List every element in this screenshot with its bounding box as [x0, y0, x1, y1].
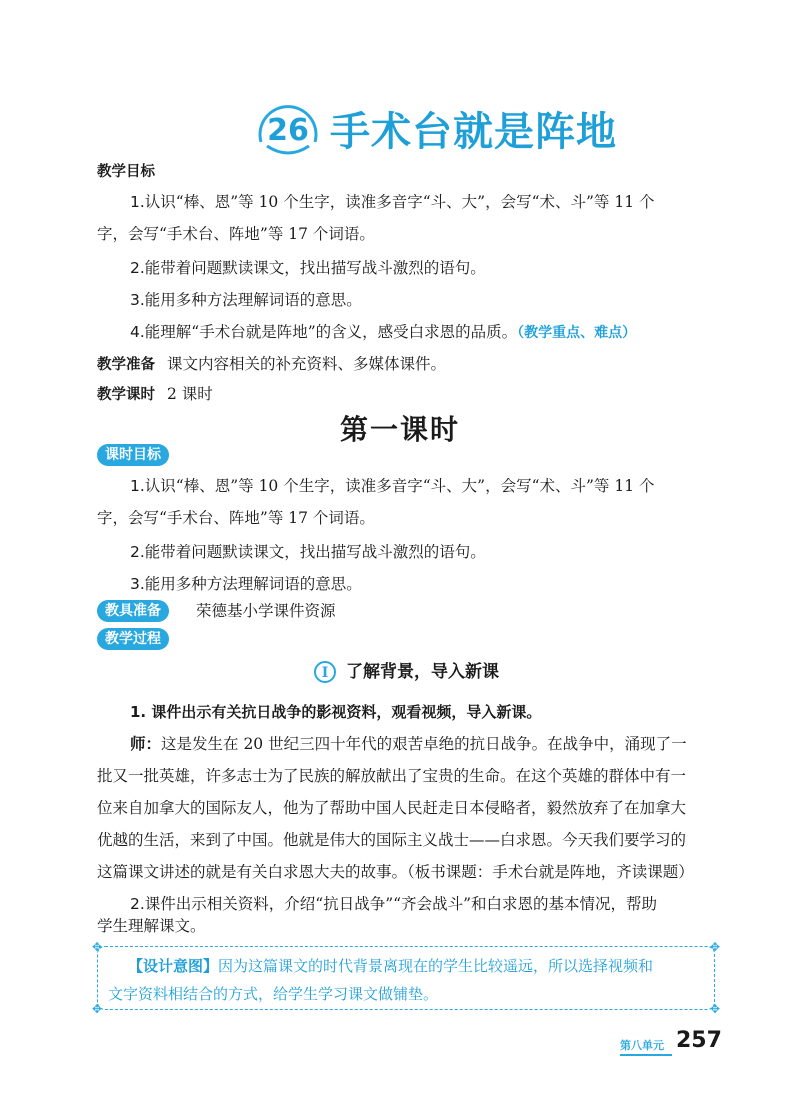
tools-label: 教具准备 [97, 600, 169, 622]
teacher-line-1 [130, 732, 687, 756]
corner-ornament-icon: ✥ [709, 940, 720, 954]
lesson-number-badge-icon [253, 96, 323, 160]
step-2 [130, 892, 657, 916]
goal-text: 认识“棒、恩”等 10 个生字，读准多音字“斗、大”，会写“术、斗”等 11 个 [144, 477, 655, 495]
teacher-line-5: 这篇课文讲述的就是有关白求恩大夫的故事。（板书课题：手术台就是阵地，齐读课题） [97, 863, 694, 881]
goal-num: 1. [130, 193, 145, 211]
unit-label: 第八单元 [620, 1039, 664, 1052]
lesson-goal-3 [130, 572, 362, 596]
goal-num: 2. [130, 543, 145, 561]
goal-text: 认识“棒、恩”等 10 个生字，读准多音字“斗、大”，会写“术、斗”等 11 个 [144, 193, 655, 211]
design-text: 因为这篇课文的时代背景离现在的学生比较遥远，所以选择视频和 [218, 957, 654, 975]
footer-divider [620, 1054, 672, 1056]
tools-text: 荣德基小学课件资源 [196, 602, 336, 620]
lesson-header [0, 96, 800, 166]
corner-ornament-icon: ✥ [709, 1002, 720, 1016]
goal-item-4 [130, 320, 636, 345]
goal-text: 能理解“手术台就是阵地”的含义，感受白求恩的品质。 [144, 323, 518, 341]
teacher-line-2: 批又一批英雄，许多志士为了民族的解放献出了宝贵的生命。在这个英雄的群体中有一 [97, 767, 687, 785]
prep-heading: 教学准备 [97, 357, 155, 373]
goal-num: 1. [130, 477, 145, 495]
section-numeral-icon: I [314, 661, 336, 683]
lesson-title: 手术台就是阵地 [330, 109, 617, 155]
process-label: 教学过程 [97, 628, 169, 650]
teacher-line-4: 优越的生活，来到了中国。他就是伟大的国际主义战士——白求恩。今天我们要学习的 [97, 831, 687, 849]
goal-text: 能用多种方法理解词语的意思。 [144, 575, 362, 593]
lesson-one-title: 第一课时 [339, 413, 460, 446]
goal-text: 能带着问题默读课文，找出描写战斗激烈的语句。 [144, 259, 486, 277]
section-title: 了解背景，导入新课 [346, 662, 499, 682]
goals-heading: 教学目标 [97, 164, 155, 180]
lesson-number: 26 [267, 113, 309, 148]
page-number: 257 [676, 1028, 722, 1053]
hours-text: 2 课时 [167, 385, 213, 403]
hours-heading: 教学课时 [97, 387, 155, 403]
goal-item-3 [130, 288, 362, 312]
goal-item-1 [130, 190, 655, 214]
goal-item-2 [130, 256, 486, 280]
lesson-goal-1 [130, 474, 655, 498]
goal-num: 4. [130, 323, 145, 341]
teacher-text: 这是发生在 20 世纪三四十年代的艰苦卓绝的抗日战争。在战争中，涌现了一 [161, 735, 687, 753]
goal-item-1-cont: 字，会写“手术台、阵地”等 17 个词语。 [97, 225, 375, 243]
design-line-1 [128, 954, 653, 978]
step-1: 1. 课件出示有关抗日战争的影视资料，观看视频，导入新课。 [130, 703, 542, 721]
key-point-note: （教学重点、难点） [517, 325, 637, 341]
teacher-label: 师： [130, 734, 162, 753]
goal-num: 2. [130, 259, 145, 277]
teacher-line-3: 位来自加拿大的国际友人，他为了帮助中国人民赶走日本侵略者，毅然放弃了在加拿大 [97, 799, 687, 817]
lesson-goal-1-cont: 字，会写“手术台、阵地”等 17 个词语。 [97, 509, 375, 527]
lesson-goals-label: 课时目标 [97, 444, 169, 466]
hours-row [97, 382, 213, 407]
goal-num: 3. [130, 291, 145, 309]
design-label: 【设计意图】 [128, 957, 219, 975]
goal-num: 3. [130, 575, 145, 593]
goal-text: 能用多种方法理解词语的意思。 [144, 291, 362, 309]
step-text: 课件出示相关资料，介绍“抗日战争”“齐会战斗”和白求恩的基本情况，帮助 [144, 895, 657, 913]
prep-text: 课文内容相关的补充资料、多媒体课件。 [167, 355, 447, 373]
corner-ornament-icon: ✥ [92, 1002, 103, 1016]
step-num: 2. [130, 895, 145, 913]
lesson-goal-2 [130, 540, 486, 564]
corner-ornament-icon: ✥ [92, 940, 103, 954]
prep-row [97, 352, 446, 377]
step-2-cont: 学生理解课文。 [97, 917, 206, 935]
design-line-2: 文字资料相结合的方式，给学生学习课文做铺垫。 [108, 985, 439, 1003]
goal-text: 能带着问题默读课文，找出描写战斗激烈的语句。 [144, 543, 486, 561]
